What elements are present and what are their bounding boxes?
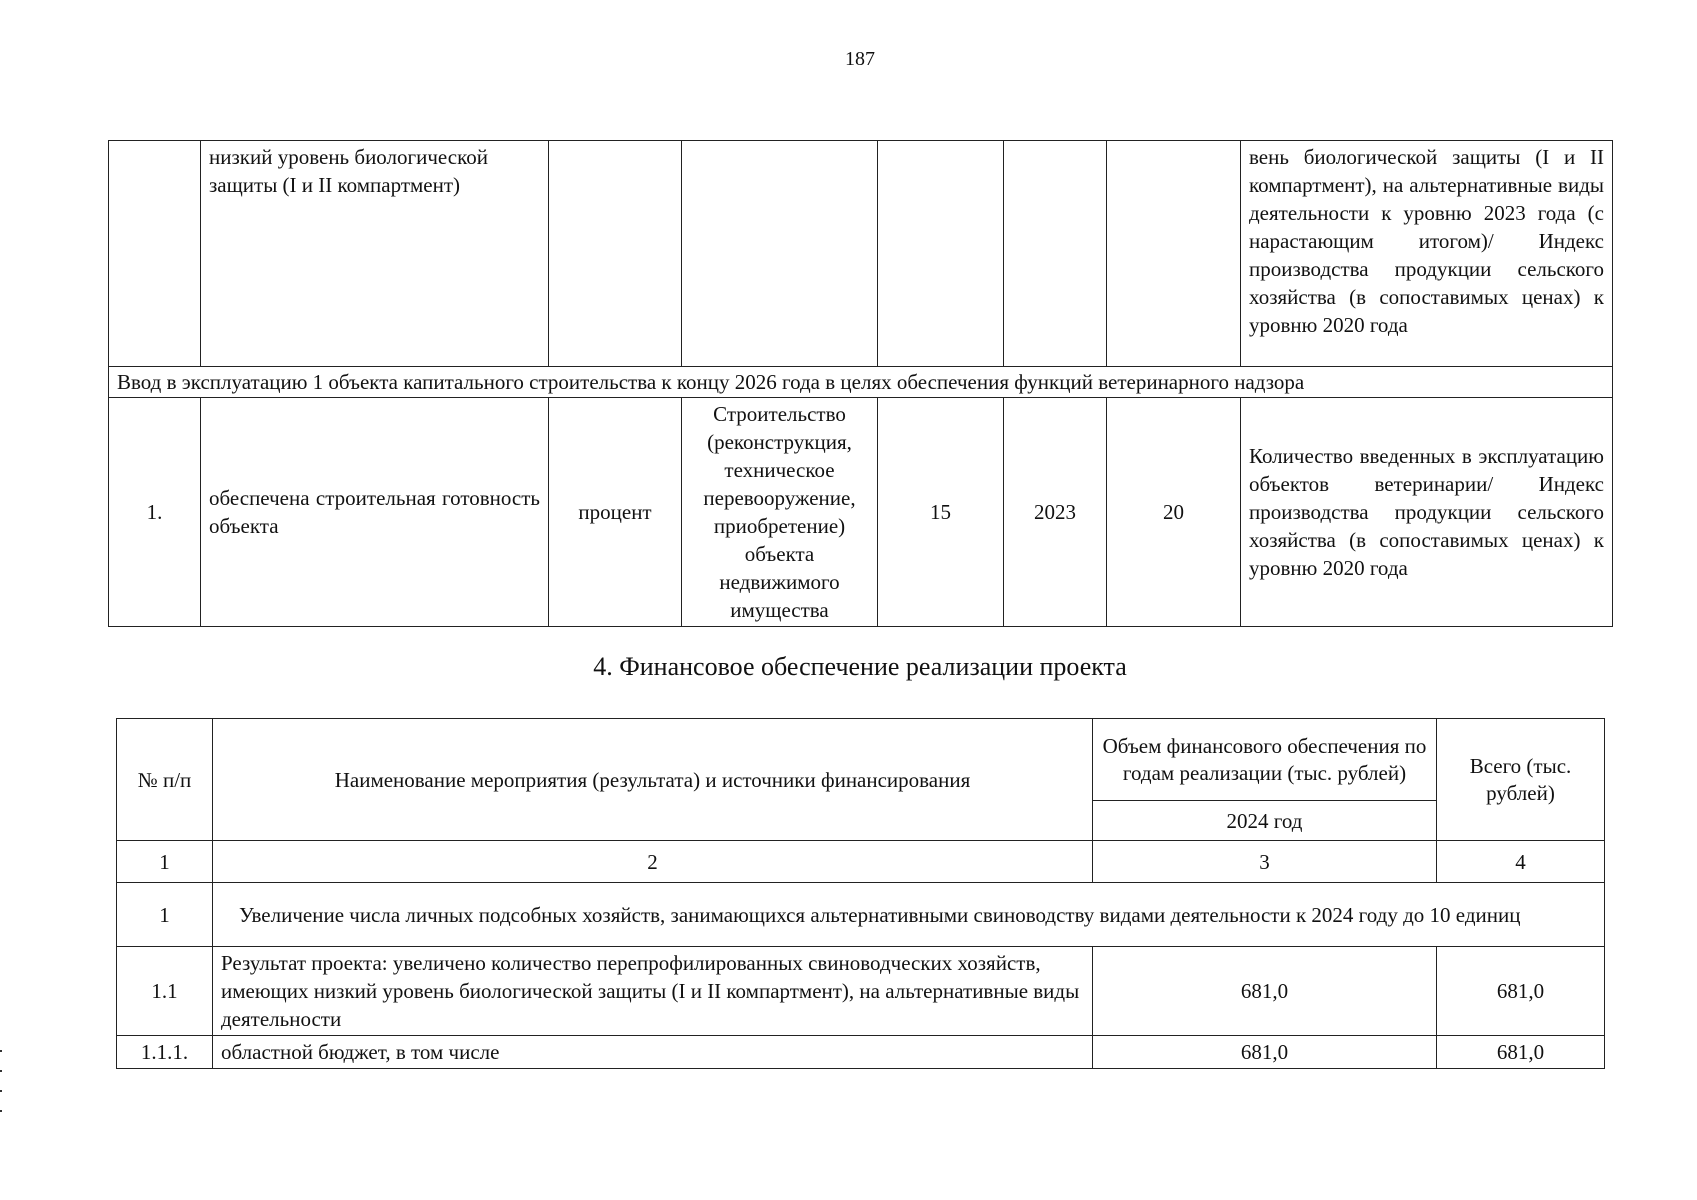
row-indicator-cell: вень биологической защиты (I и II компартмент), на альтернативные виды деятельности к уровню 2023 года (с нарастающим итогом)/ Индекс производства продукции сельского хозяйства (в сопоставимых ценах) к уровню 2020 года <box>1241 141 1613 367</box>
finance-table <box>116 718 1605 1069</box>
table-cell <box>109 141 201 367</box>
col-number: 1 <box>117 841 213 883</box>
table-cell <box>682 141 878 367</box>
col-number: 2 <box>213 841 1093 883</box>
row-number: 1 <box>117 883 213 947</box>
target-cell: 20 <box>1107 398 1241 627</box>
unit-cell: процент <box>549 398 682 627</box>
page-number: 187 <box>845 48 875 70</box>
base-value-cell: 15 <box>878 398 1004 627</box>
row-number: 1.1.1. <box>117 1036 213 1069</box>
header-volume: Объем финансового обеспечения по годам реализации (тыс. рублей) <box>1093 719 1437 801</box>
table-row <box>109 141 1613 367</box>
table-row <box>109 398 1613 627</box>
row-name-cell: областной бюджет, в том числе <box>213 1036 1093 1069</box>
row-name-cell: обеспечена строительная готовность объекта <box>201 398 549 627</box>
task-row <box>117 883 1605 947</box>
task-heading: Ввод в эксплуатацию 1 объекта капитального строительства к концу 2026 года в целях обеспечения функций ветеринарного надзора <box>109 367 1613 398</box>
table-cell <box>1004 141 1107 367</box>
header-num: № п/п <box>117 719 213 841</box>
header-name: Наименование мероприятия (результата) и источники финансирования <box>213 719 1093 841</box>
row-name-cell: низкий уровень биологической защиты (I и II компартмент) <box>201 141 549 367</box>
scan-marks <box>0 1050 4 1130</box>
year-value-cell: 681,0 <box>1093 947 1437 1036</box>
row-name-cell: Результат проекта: увеличено количество перепрофилированных свиноводческих хозяйств, имеющих низкий уровень биологической защиты (I и II компартмент), на альтернативные виды деятельности <box>213 947 1093 1036</box>
col-number: 4 <box>1437 841 1605 883</box>
total-value-cell: 681,0 <box>1437 947 1605 1036</box>
indicators-table <box>108 140 1613 627</box>
row-number: 1. <box>109 398 201 627</box>
table-row <box>117 947 1605 1036</box>
type-cell: Строительство (реконструкция, техническое перевооружение, приобретение) объекта недвижимого имущества <box>682 398 878 627</box>
column-numbers-row <box>117 841 1605 883</box>
header-row <box>117 719 1605 801</box>
table-row <box>109 367 1613 398</box>
table-row <box>117 1036 1605 1069</box>
row-indicator-cell: Количество введенных в эксплуатацию объектов ветеринарии/ Индекс производства продукции сельского хозяйства (в сопоставимых ценах) к уровню 2020 года <box>1241 398 1613 627</box>
row-number: 1.1 <box>117 947 213 1036</box>
base-year-cell: 2023 <box>1004 398 1107 627</box>
header-year: 2024 год <box>1093 801 1437 841</box>
year-value-cell: 681,0 <box>1093 1036 1437 1069</box>
table-cell <box>549 141 682 367</box>
task-text: Увеличение числа личных подсобных хозяйств, занимающихся альтернативными свиноводству видами деятельности к 2024 году до 10 единиц <box>213 883 1605 947</box>
section-title: 4. Финансовое обеспечение реализации проекта <box>593 652 1127 681</box>
table-cell <box>1107 141 1241 367</box>
col-number: 3 <box>1093 841 1437 883</box>
header-total: Всего (тыс. рублей) <box>1437 719 1605 841</box>
total-value-cell: 681,0 <box>1437 1036 1605 1069</box>
table-cell <box>878 141 1004 367</box>
